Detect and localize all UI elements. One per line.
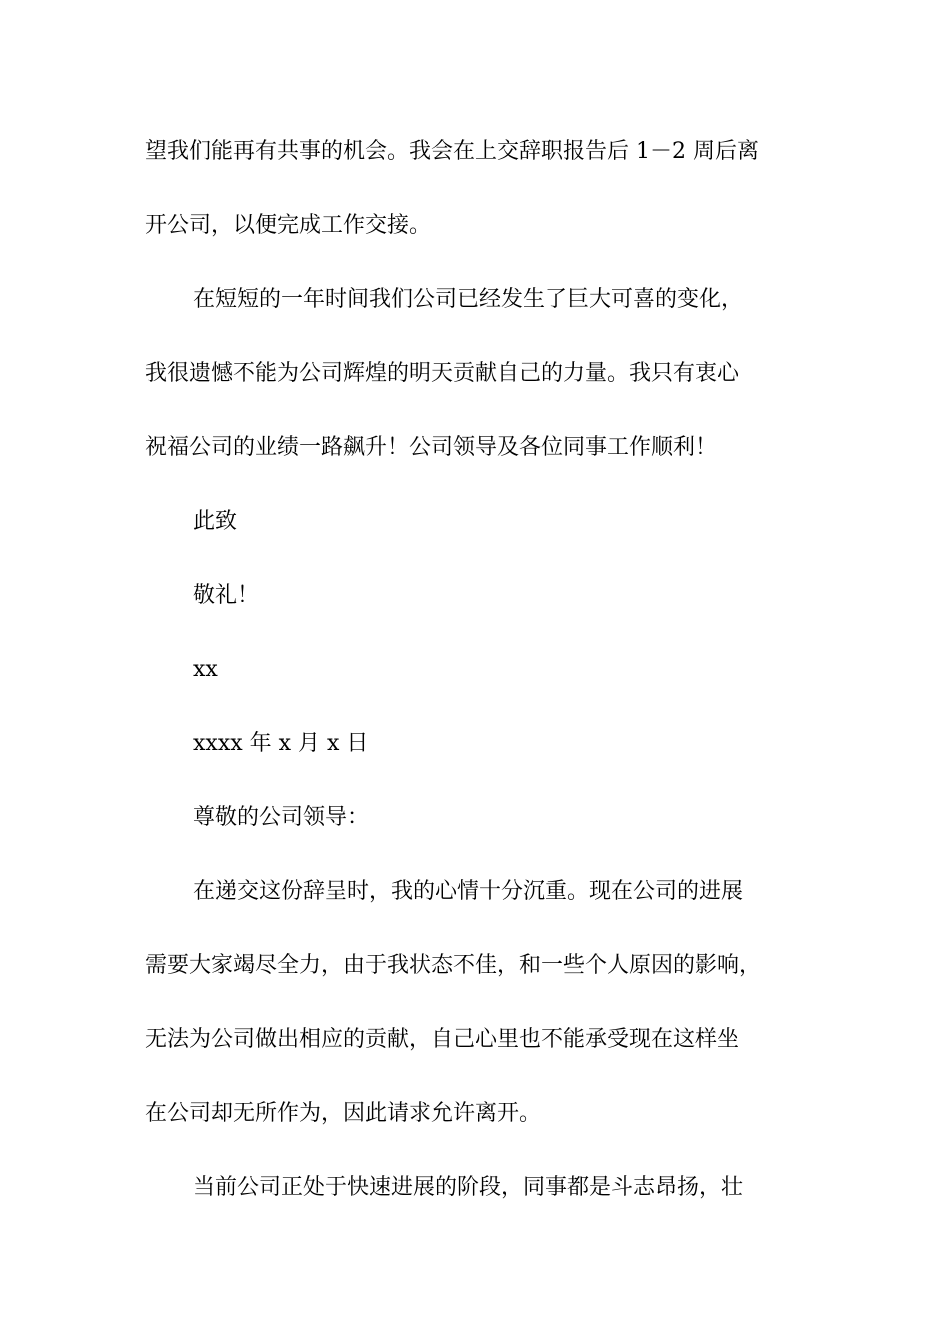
text-line-4: 我很遗憾不能为公司辉煌的明天贡献自己的力量。我只有衷心 — [145, 361, 740, 386]
text-line-2: 开公司，以便完成工作交接。 — [145, 213, 432, 238]
text-line-11: 在递交这份辞呈时，我的心情十分沉重。现在公司的进展 — [193, 879, 744, 904]
letter-greeting: 尊敬的公司领导： — [193, 805, 370, 830]
text-line-15: 当前公司正处于快速进展的阶段，同事都是斗志昂扬，壮 — [193, 1175, 744, 1200]
signature-date: xxxx 年 x 月 x 日 — [193, 731, 369, 756]
closing-salutation: 此致 — [193, 509, 238, 534]
signature-name: xx — [193, 657, 218, 682]
text-line-1: 望我们能再有共事的机会。我会在上交辞职报告后 1－2 周后离 — [145, 139, 759, 164]
text-line-14: 在公司却无所作为，因此请求允许离开。 — [145, 1101, 542, 1126]
text-line-3: 在短短的一年时间我们公司已经发生了巨大可喜的变化， — [193, 287, 744, 312]
closing-regards: 敬礼！ — [193, 583, 260, 608]
text-line-5: 祝福公司的业绩一路飙升！公司领导及各位同事工作顺利！ — [145, 435, 718, 460]
text-line-13: 无法为公司做出相应的贡献，自己心里也不能承受现在这样坐 — [145, 1027, 740, 1052]
document-body — [145, 115, 830, 1225]
text-line-12: 需要大家竭尽全力，由于我状态不佳，和一些个人原因的影响， — [145, 953, 762, 978]
